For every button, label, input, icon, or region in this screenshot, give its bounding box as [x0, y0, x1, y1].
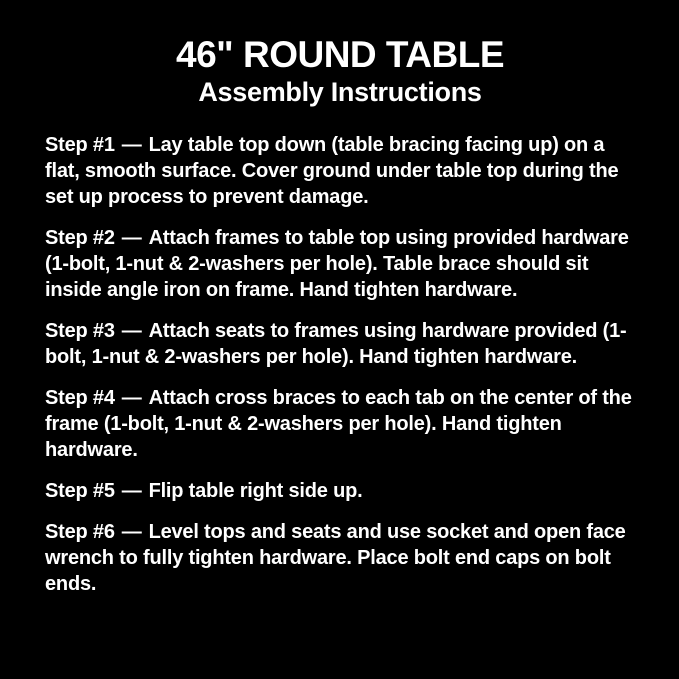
step-3-dash: — — [121, 320, 142, 343]
step-5-text: Flip table right side up. — [148, 480, 363, 503]
step-4-label: Step #4 — [45, 387, 115, 410]
step-2-label: Step #2 — [45, 227, 115, 250]
steps-list — [45, 132, 635, 597]
page-title: 46" ROUND TABLE — [176, 34, 504, 75]
step-3-label: Step #3 — [45, 320, 115, 343]
step-2 — [45, 225, 635, 303]
step-6-text: Level tops and seats and use socket and open face wrench to fully tighten hardware. Place bolt end caps on bolt ends. — [45, 521, 626, 596]
step-3 — [45, 318, 635, 370]
step-2-dash: — — [121, 227, 142, 250]
step-1-dash: — — [121, 134, 142, 157]
step-6 — [45, 519, 635, 597]
step-1-text: Lay table top down (table bracing facing up) on a flat, smooth surface. Cover ground under table top during the set up process to prevent damage. — [45, 134, 619, 209]
step-1-label: Step #1 — [45, 134, 115, 157]
page-subtitle: Assembly Instructions — [198, 77, 482, 108]
step-5 — [45, 478, 635, 504]
step-5-dash: — — [121, 480, 142, 503]
step-6-dash: — — [121, 521, 142, 544]
step-4-dash: — — [121, 387, 142, 410]
step-4-text: Attach cross braces to each tab on the center of the frame (1-bolt, 1-nut & 2-washers per hole). Hand tighten hardware. — [45, 387, 632, 462]
step-6-label: Step #6 — [45, 521, 115, 544]
step-1 — [45, 132, 635, 210]
step-3-text: Attach seats to frames using hardware provided (1-bolt, 1-nut & 2-washers per hole). Hand tighten hardware. — [45, 320, 627, 369]
step-5-label: Step #5 — [45, 480, 115, 503]
header — [45, 34, 635, 108]
step-4 — [45, 385, 635, 463]
step-2-text: Attach frames to table top using provided hardware (1-bolt, 1-nut & 2-washers per hole). Table brace should sit inside angle iron on frame. Hand tighten hardware. — [45, 227, 629, 302]
